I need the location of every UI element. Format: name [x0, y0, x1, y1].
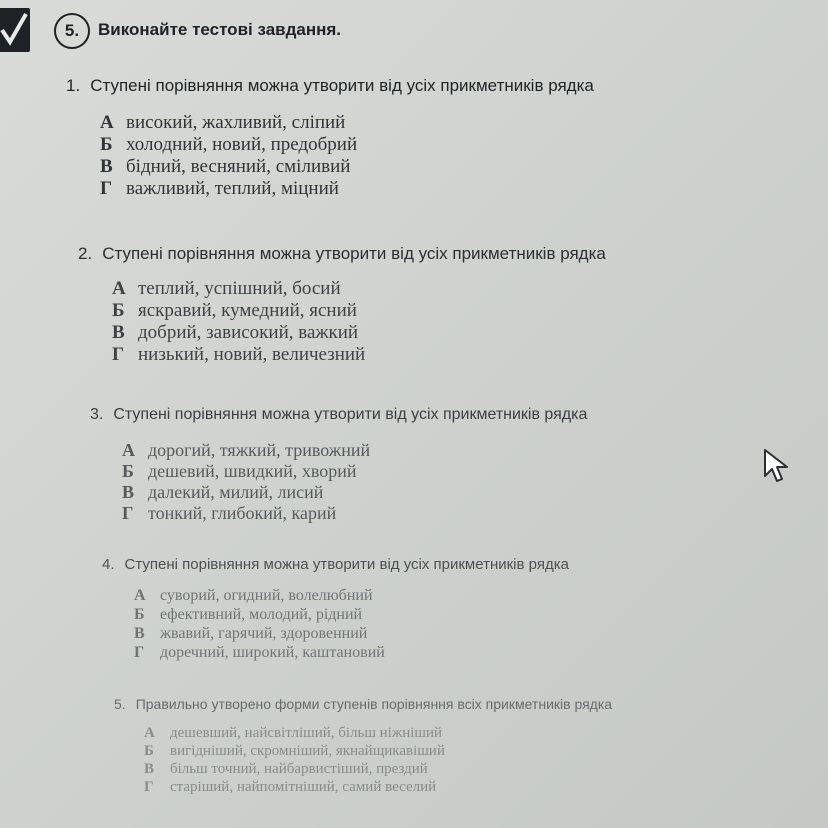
- option-letter: Б: [122, 461, 134, 481]
- option-b: [112, 300, 365, 322]
- checkmark-icon: [0, 8, 30, 52]
- option-b: [134, 605, 385, 624]
- question-text: Ступені порівняння можна утворити від усіх прикметників рядка: [102, 244, 606, 263]
- options-list: [134, 586, 385, 662]
- option-text: ефективний, молодий, рідний: [160, 606, 363, 623]
- option-letter: Б: [100, 134, 113, 155]
- task-title: Виконайте тестові завдання.: [98, 20, 342, 39]
- option-letter: В: [144, 761, 155, 777]
- option-a: [122, 440, 370, 461]
- option-text: важливий, теплий, міцний: [126, 178, 339, 199]
- question-3: [90, 406, 588, 523]
- option-b: [122, 461, 370, 482]
- option-v: [112, 322, 365, 344]
- option-text: низький, новий, величезний: [138, 344, 366, 365]
- option-v: [122, 482, 370, 503]
- option-letter: В: [100, 156, 113, 177]
- question-1: [66, 76, 594, 199]
- question-number: 2.: [78, 244, 93, 263]
- question-heading: [78, 244, 606, 264]
- options-list: [100, 112, 357, 200]
- option-h: [100, 178, 357, 200]
- option-v: [144, 760, 445, 778]
- option-letter: Б: [112, 300, 125, 321]
- option-text: старіший, найпомітніший, самий веселий: [170, 779, 437, 795]
- question-number: 5.: [114, 696, 126, 712]
- option-text: дешевший, найсвітліший, більш ніжніший: [170, 725, 443, 741]
- option-letter: В: [112, 322, 125, 343]
- option-h: [134, 643, 385, 662]
- question-5: [114, 696, 613, 795]
- option-text: жвавий, гарячий, здоровенний: [160, 625, 368, 642]
- option-letter: Г: [122, 503, 134, 523]
- option-letter: Г: [112, 344, 125, 365]
- options-list: [112, 278, 365, 366]
- option-text: дорогий, тяжкий, тривожний: [148, 440, 371, 460]
- option-letter: Г: [134, 644, 145, 661]
- option-text: теплий, успішний, босий: [138, 278, 341, 299]
- option-text: вигідніший, скромніший, якнайщикавіший: [170, 743, 445, 759]
- option-text: бідний, весняний, сміливий: [126, 156, 351, 177]
- question-4: [102, 556, 569, 661]
- question-heading: [102, 556, 569, 573]
- option-text: доречний, широкий, каштановий: [160, 644, 385, 661]
- question-text: Ступені порівняння можна утворити від усіх прикметників рядка: [113, 406, 588, 423]
- option-letter: Б: [134, 606, 145, 623]
- options-list: [122, 440, 370, 524]
- question-text: Ступені порівняння можна утворити від усіх прикметників рядка: [124, 556, 569, 573]
- option-h: [144, 778, 445, 796]
- option-v: [134, 624, 385, 643]
- question-heading: [90, 406, 587, 424]
- option-text: суворий, огидний, волелюбний: [160, 587, 373, 604]
- option-text: тонкий, глибокий, карий: [148, 503, 337, 523]
- option-text: холодний, новий, предобрий: [126, 134, 358, 155]
- question-text: Правильно утворено форми ступенів порівняння всіх прикметників рядка: [135, 696, 613, 712]
- option-a: [100, 112, 357, 134]
- option-letter: А: [112, 278, 126, 299]
- question-number: 3.: [90, 406, 104, 423]
- option-letter: Г: [144, 779, 154, 795]
- option-text: більш точний, найбарвистіший, прездий: [170, 761, 428, 777]
- option-a: [134, 586, 385, 605]
- option-v: [100, 156, 357, 178]
- option-text: добрий, зависокий, важкий: [138, 322, 359, 343]
- option-text: дешевий, швидкий, хворий: [148, 461, 357, 481]
- option-letter: В: [122, 482, 135, 502]
- option-a: [112, 278, 365, 300]
- option-text: яскравий, кумедний, ясний: [138, 300, 357, 321]
- option-letter: А: [134, 587, 146, 604]
- question-heading: [114, 696, 612, 712]
- option-a: [144, 724, 445, 742]
- options-list: [144, 724, 445, 796]
- option-h: [122, 503, 370, 524]
- option-text: далекий, милий, лисий: [148, 482, 324, 502]
- option-text: високий, жахливий, сліпий: [126, 112, 346, 133]
- option-h: [112, 344, 365, 366]
- option-letter: А: [144, 725, 155, 741]
- option-letter: А: [122, 440, 135, 460]
- option-b: [100, 134, 357, 156]
- option-letter: В: [134, 625, 145, 642]
- question-heading: [66, 76, 594, 96]
- option-letter: Б: [144, 743, 154, 759]
- question-2: [78, 244, 606, 365]
- question-text: Ступені порівняння можна утворити від усіх прикметників рядка: [90, 76, 594, 95]
- question-number: 4.: [102, 556, 115, 573]
- option-b: [144, 742, 445, 760]
- task-number: 5.: [54, 13, 90, 49]
- option-letter: А: [100, 112, 114, 133]
- mouse-pointer-icon: [762, 448, 790, 489]
- option-letter: Г: [100, 178, 113, 199]
- question-number: 1.: [66, 76, 81, 95]
